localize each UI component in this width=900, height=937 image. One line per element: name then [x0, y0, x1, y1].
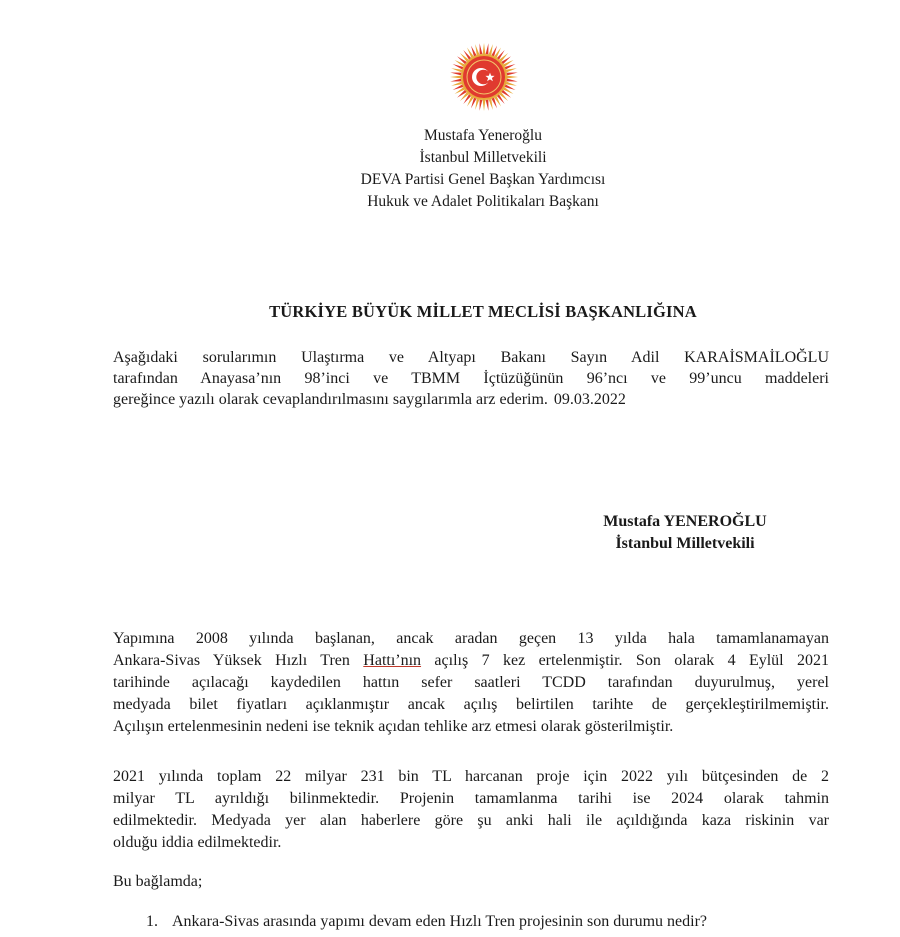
sender-constituency: İstanbul Milletvekili	[419, 149, 547, 166]
document-date: 09.03.2022	[553, 391, 626, 408]
intro-line-text: gereğince yazılı olarak cevaplandırılmasını saygılarımla arz ederim.	[113, 391, 548, 408]
spellcheck-underlined-word: Hattı’nın	[363, 652, 422, 669]
emblem-ray	[506, 68, 517, 72]
emblem-ray	[450, 76, 461, 79]
body-paragraph-2	[113, 766, 829, 854]
paragraph-line: milyar TL ayrıldığı bilinmektedir. Projenin tamamlanma tarihi ise 2024 olarak tahmin	[113, 790, 829, 807]
emblem-ray	[486, 43, 489, 54]
question-item	[146, 911, 707, 933]
emblem-ray	[507, 73, 518, 76]
paragraph-line: Açılışın ertelenmesinin nedeni ise teknik açıdan tehlike arz etmesi olarak gösterilmiştir.	[113, 718, 674, 735]
document-title	[0, 302, 900, 322]
emblem-ray	[450, 79, 461, 82]
sender-party-role: DEVA Partisi Genel Başkan Yardımcısı	[360, 171, 606, 188]
emblem-ray	[483, 43, 486, 54]
emblem-ray	[489, 44, 493, 55]
emblem-ray	[486, 100, 489, 111]
emblem-ray	[450, 73, 461, 76]
intro-line	[113, 389, 829, 410]
question-list	[146, 911, 707, 933]
body-paragraph-3	[113, 871, 829, 893]
sender-policy-role: Hukuk ve Adalet Politikaları Başkanı	[367, 193, 599, 210]
paragraph-line: Yapımına 2008 yılında başlanan, ancak aradan geçen 13 yılda hala tamamlanamayan	[113, 630, 829, 647]
paragraph-line: tarihinde açılacağı kaydedilen hattın sefer saatleri TCDD tarafından duyurulmuş, yerel	[113, 674, 829, 691]
signature-block	[560, 511, 810, 555]
document-title-text: TÜRKİYE BÜYÜK MİLLET MECLİSİ BAŞKANLIĞINA	[269, 302, 697, 321]
emblem-ray	[483, 100, 486, 111]
signature-title: İstanbul Milletvekili	[615, 535, 755, 552]
emblem-ray	[480, 100, 483, 111]
paragraph-line: Bu bağlamda;	[113, 873, 203, 890]
paragraph-line	[113, 650, 829, 672]
paragraph-line: medyada bilet fiyatları açıklanmıştır ancak açılış belirtilen tarihte de gerçekleştirilmemiştir.	[113, 696, 829, 713]
paragraph-text: Ankara-Sivas Yüksek Hızlı Tren	[113, 652, 364, 669]
emblem-ray	[507, 79, 518, 82]
emblem-ray	[451, 68, 462, 72]
intro-line: tarafından Anayasa’nın 98’inci ve TBMM İçtüzüğünün 96’ncı ve 99’uncu maddeleri	[113, 370, 829, 387]
emblem-ray	[506, 82, 517, 86]
emblem-ray	[475, 44, 479, 55]
sender-header	[0, 125, 900, 213]
sender-name: Mustafa Yeneroğlu	[424, 127, 542, 144]
emblem-ray	[480, 43, 483, 54]
question-number: 1.	[146, 913, 158, 930]
paragraph-line: olduğu iddia edilmektedir.	[113, 834, 282, 851]
intro-line: Aşağıdaki sorularımın Ulaştırma ve Altyapı Bakanı Sayın Adil KARAİSMAİLOĞLU	[113, 349, 829, 366]
question-text: Ankara-Sivas arasında yapımı devam eden Hızlı Tren projesinin son durumu nedir?	[172, 913, 707, 930]
paragraph-line: edilmektedir. Medyada yer alan haberlere göre şu anki hali ile açıldığında kaza riskinin var	[113, 812, 829, 829]
emblem-ray	[475, 99, 479, 110]
signature-name: Mustafa YENEROĞLU	[603, 513, 767, 530]
emblem-ray	[507, 76, 518, 79]
paragraph-text: açılış 7 kez ertelenmiştir. Son olarak 4 Eylül 2021	[421, 652, 830, 669]
emblem-ray	[489, 99, 493, 110]
paragraph-line: 2021 yılında toplam 22 milyar 231 bin TL harcanan proje için 2022 yılı bütçesinden de 2	[113, 768, 829, 785]
intro-paragraph	[113, 347, 829, 410]
emblem-ray	[451, 82, 462, 86]
body-paragraph-1	[113, 628, 829, 738]
tbmm-emblem-icon	[448, 41, 520, 113]
